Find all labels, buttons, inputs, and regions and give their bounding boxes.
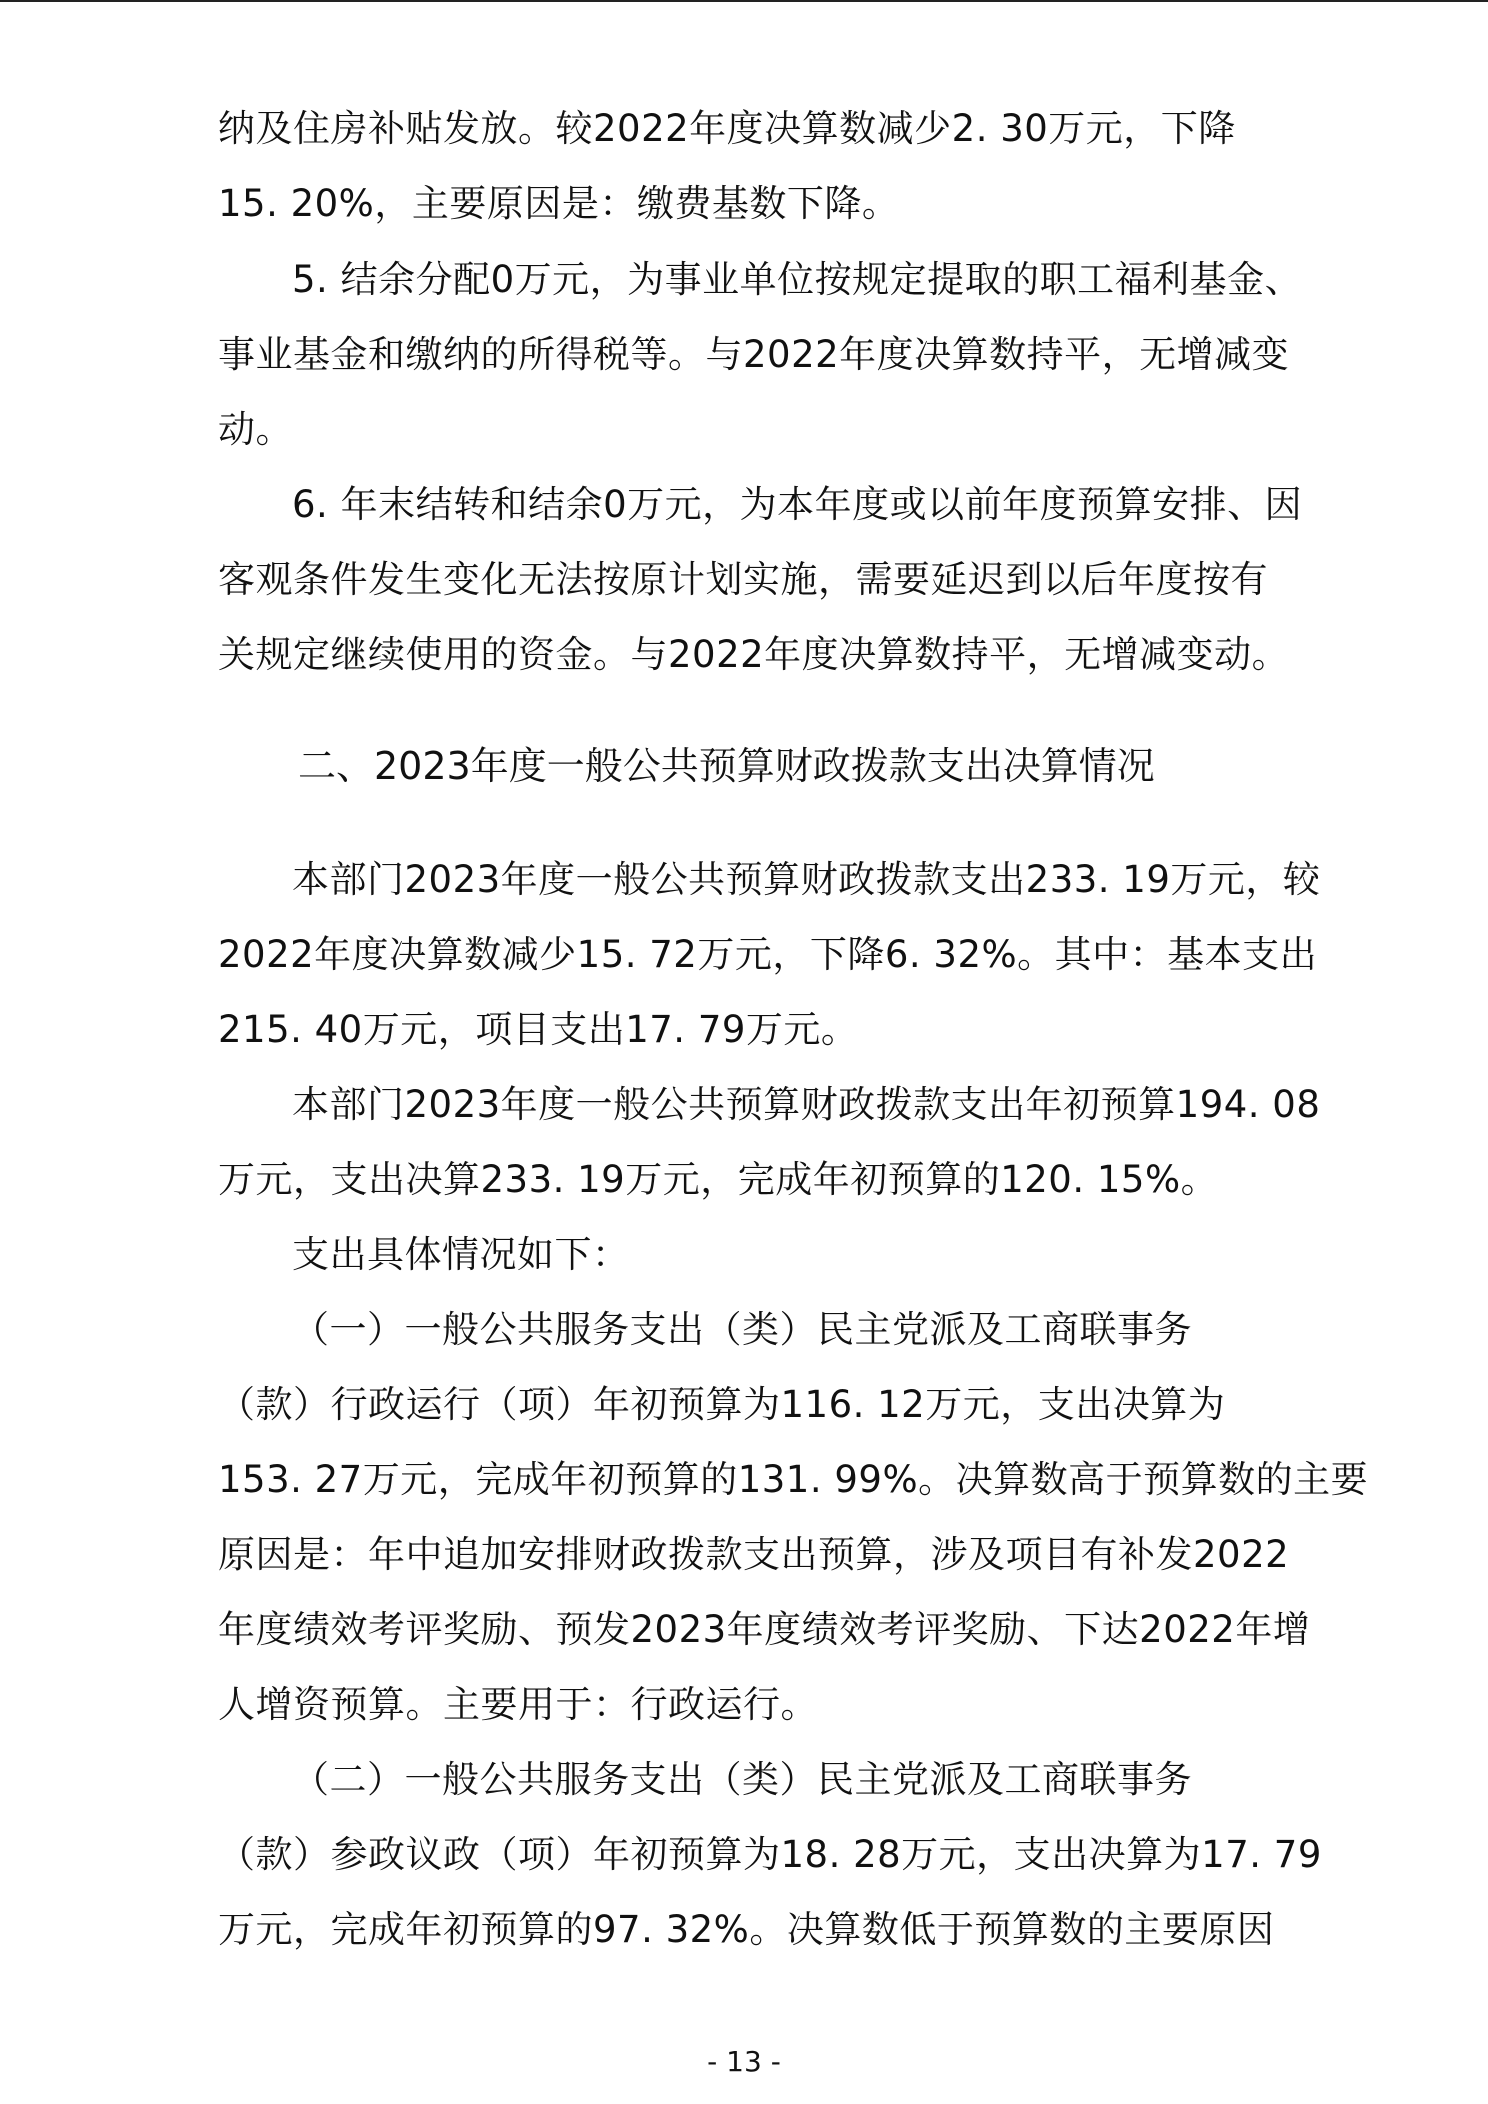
body-line: 事业基金和缴纳的所得税等。与2022年度决算数持平，无增减变 [218,333,1290,376]
paragraph-first-line: （一）一般公共服务支出（类）民主党派及工商联事务 [292,1308,1192,1351]
body-line: 2022年度决算数减少15. 72万元，下降6. 32%。其中：基本支出 [218,933,1318,976]
paragraph-first-line: 支出具体情况如下： [292,1233,630,1276]
body-line: 客观条件发生变化无法按原计划实施，需要延迟到以后年度按有 [218,558,1268,601]
body-line: 15. 20%，主要原因是：缴费基数下降。 [218,182,900,225]
body-line: 纳及住房补贴发放。较2022年度决算数减少2. 30万元，下降 [218,107,1236,150]
paragraph-first-line: 本部门2023年度一般公共预算财政拨款支出年初预算194. 08 [292,1083,1321,1126]
body-line: 原因是：年中追加安排财政拨款支出预算，涉及项目有补发2022 [218,1533,1290,1576]
paragraph-first-line: 5. 结余分配0万元，为事业单位按规定提取的职工福利基金、 [292,258,1303,301]
body-line: （款）参政议政（项）年初预算为18. 28万元，支出决算为17. 79 [218,1833,1322,1876]
body-line: 215. 40万元，项目支出17. 79万元。 [218,1008,859,1051]
body-line: 万元，完成年初预算的97. 32%。决算数低于预算数的主要原因 [218,1908,1275,1951]
paragraph-first-line: （二）一般公共服务支出（类）民主党派及工商联事务 [292,1758,1192,1801]
paragraph-first-line: 本部门2023年度一般公共预算财政拨款支出233. 19万元，较 [292,858,1321,901]
section-heading: 二、2023年度一般公共预算财政拨款支出决算情况 [298,744,1155,788]
body-line: 关规定继续使用的资金。与2022年度决算数持平，无增减变动。 [218,633,1290,676]
body-line: 动。 [218,408,293,451]
top-border-line [0,0,1488,2]
body-line: 153. 27万元，完成年初预算的131. 99%。决算数高于预算数的主要 [218,1458,1369,1501]
body-line: 年度绩效考评奖励、预发2023年度绩效考评奖励、下达2022年增 [218,1608,1311,1651]
body-line: 人增资预算。主要用于：行政运行。 [218,1683,818,1726]
page-number: - 13 - [707,2045,781,2078]
body-line: 万元，支出决算233. 19万元，完成年初预算的120. 15%。 [218,1158,1219,1201]
paragraph-first-line: 6. 年末结转和结余0万元，为本年度或以前年度预算安排、因 [292,483,1303,526]
body-line: （款）行政运行（项）年初预算为116. 12万元，支出决算为 [218,1383,1226,1426]
